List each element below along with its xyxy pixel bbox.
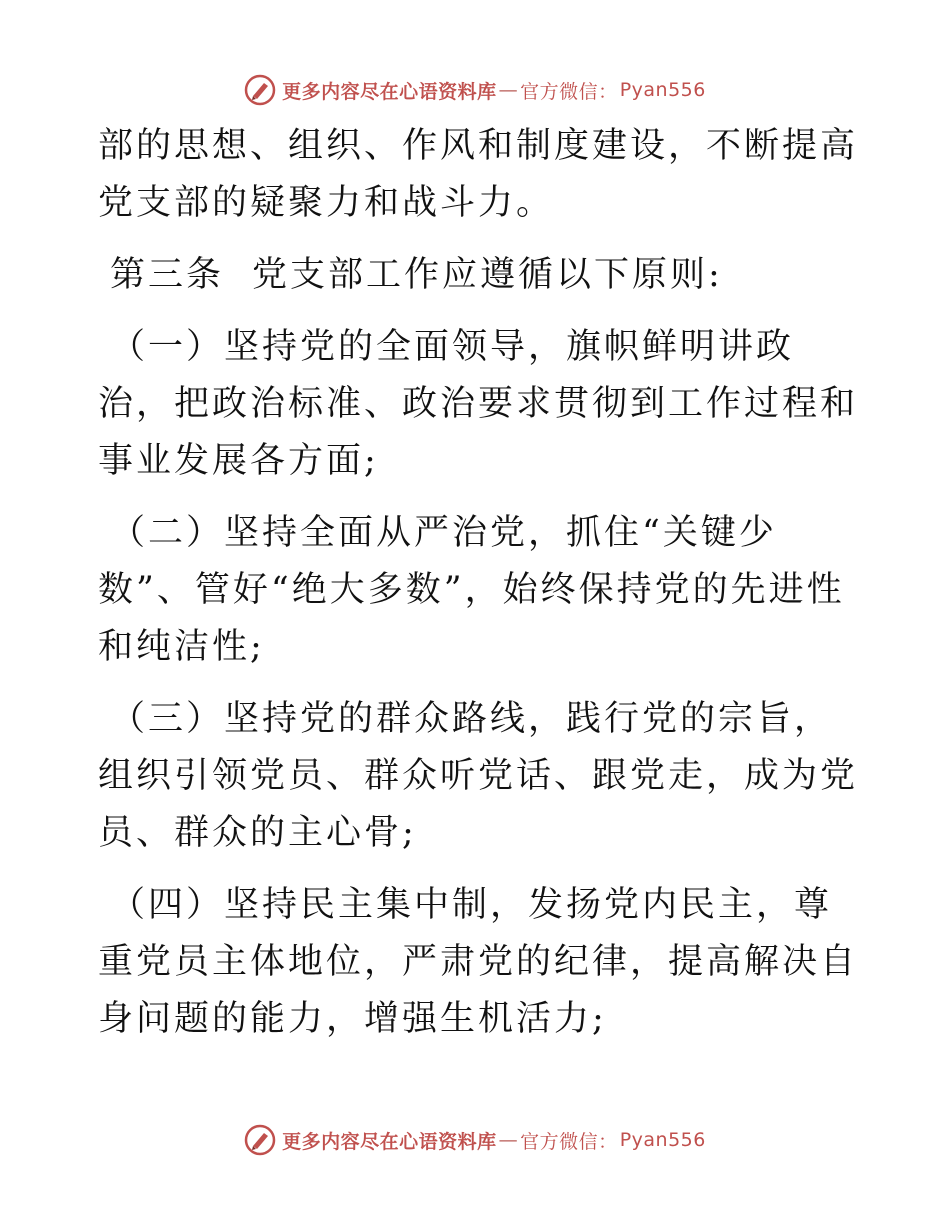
pen-logo-icon — [244, 1124, 276, 1156]
item-text: 坚持民主集中制，发扬党内民主，尊重党员主体地位，严肃党的纪律，提高解决自身问题的能力，增强生机活力; — [98, 885, 859, 1039]
article-text: 党支部工作应遵循以下原则: — [252, 255, 723, 295]
item-marker: （四） — [110, 885, 225, 925]
watermark-header — [0, 70, 950, 110]
article-heading — [98, 247, 858, 304]
intro-paragraph: 部的思想、组织、作风和制度建设，不断提高党支部的疑聚力和战斗力。 — [98, 126, 859, 223]
item-text: 坚持党的群众路线，践行党的宗旨，组织引领党员、群众听党话、跟党走，成为党员、群众的主心骨; — [98, 699, 859, 853]
watermark-wechat-id: Pyan556 — [619, 79, 706, 101]
watermark-wechat-label: 官方微信： — [520, 80, 618, 103]
article-number: 第三条 — [110, 255, 225, 295]
item-marker: （三） — [110, 699, 225, 739]
document-body — [98, 118, 858, 1048]
watermark-wechat-label: 官方微信： — [520, 1130, 618, 1153]
watermark-text: 更多内容尽在心语资料库 — [282, 80, 497, 103]
principle-item-2 — [98, 505, 858, 676]
watermark-footer — [0, 1120, 950, 1160]
principle-item-1 — [98, 319, 858, 490]
item-text: 坚持党的全面领导，旗帜鲜明讲政治，把政治标准、政治要求贯彻到工作过程和事业发展各方面; — [98, 327, 859, 481]
principle-item-4 — [98, 877, 858, 1048]
watermark-dash: — — [498, 79, 519, 101]
pen-logo-icon — [244, 74, 276, 106]
item-marker: （一） — [110, 327, 225, 367]
watermark-wechat-id: Pyan556 — [619, 1129, 706, 1151]
item-marker: （二） — [110, 513, 225, 553]
principle-item-3 — [98, 691, 858, 862]
watermark-dash: — — [498, 1129, 519, 1151]
watermark-text: 更多内容尽在心语资料库 — [282, 1130, 497, 1153]
item-text: 坚持全面从严治党，抓住“关键少数”、管好“绝大多数”，始终保持党的先进性和纯洁性; — [98, 513, 845, 667]
